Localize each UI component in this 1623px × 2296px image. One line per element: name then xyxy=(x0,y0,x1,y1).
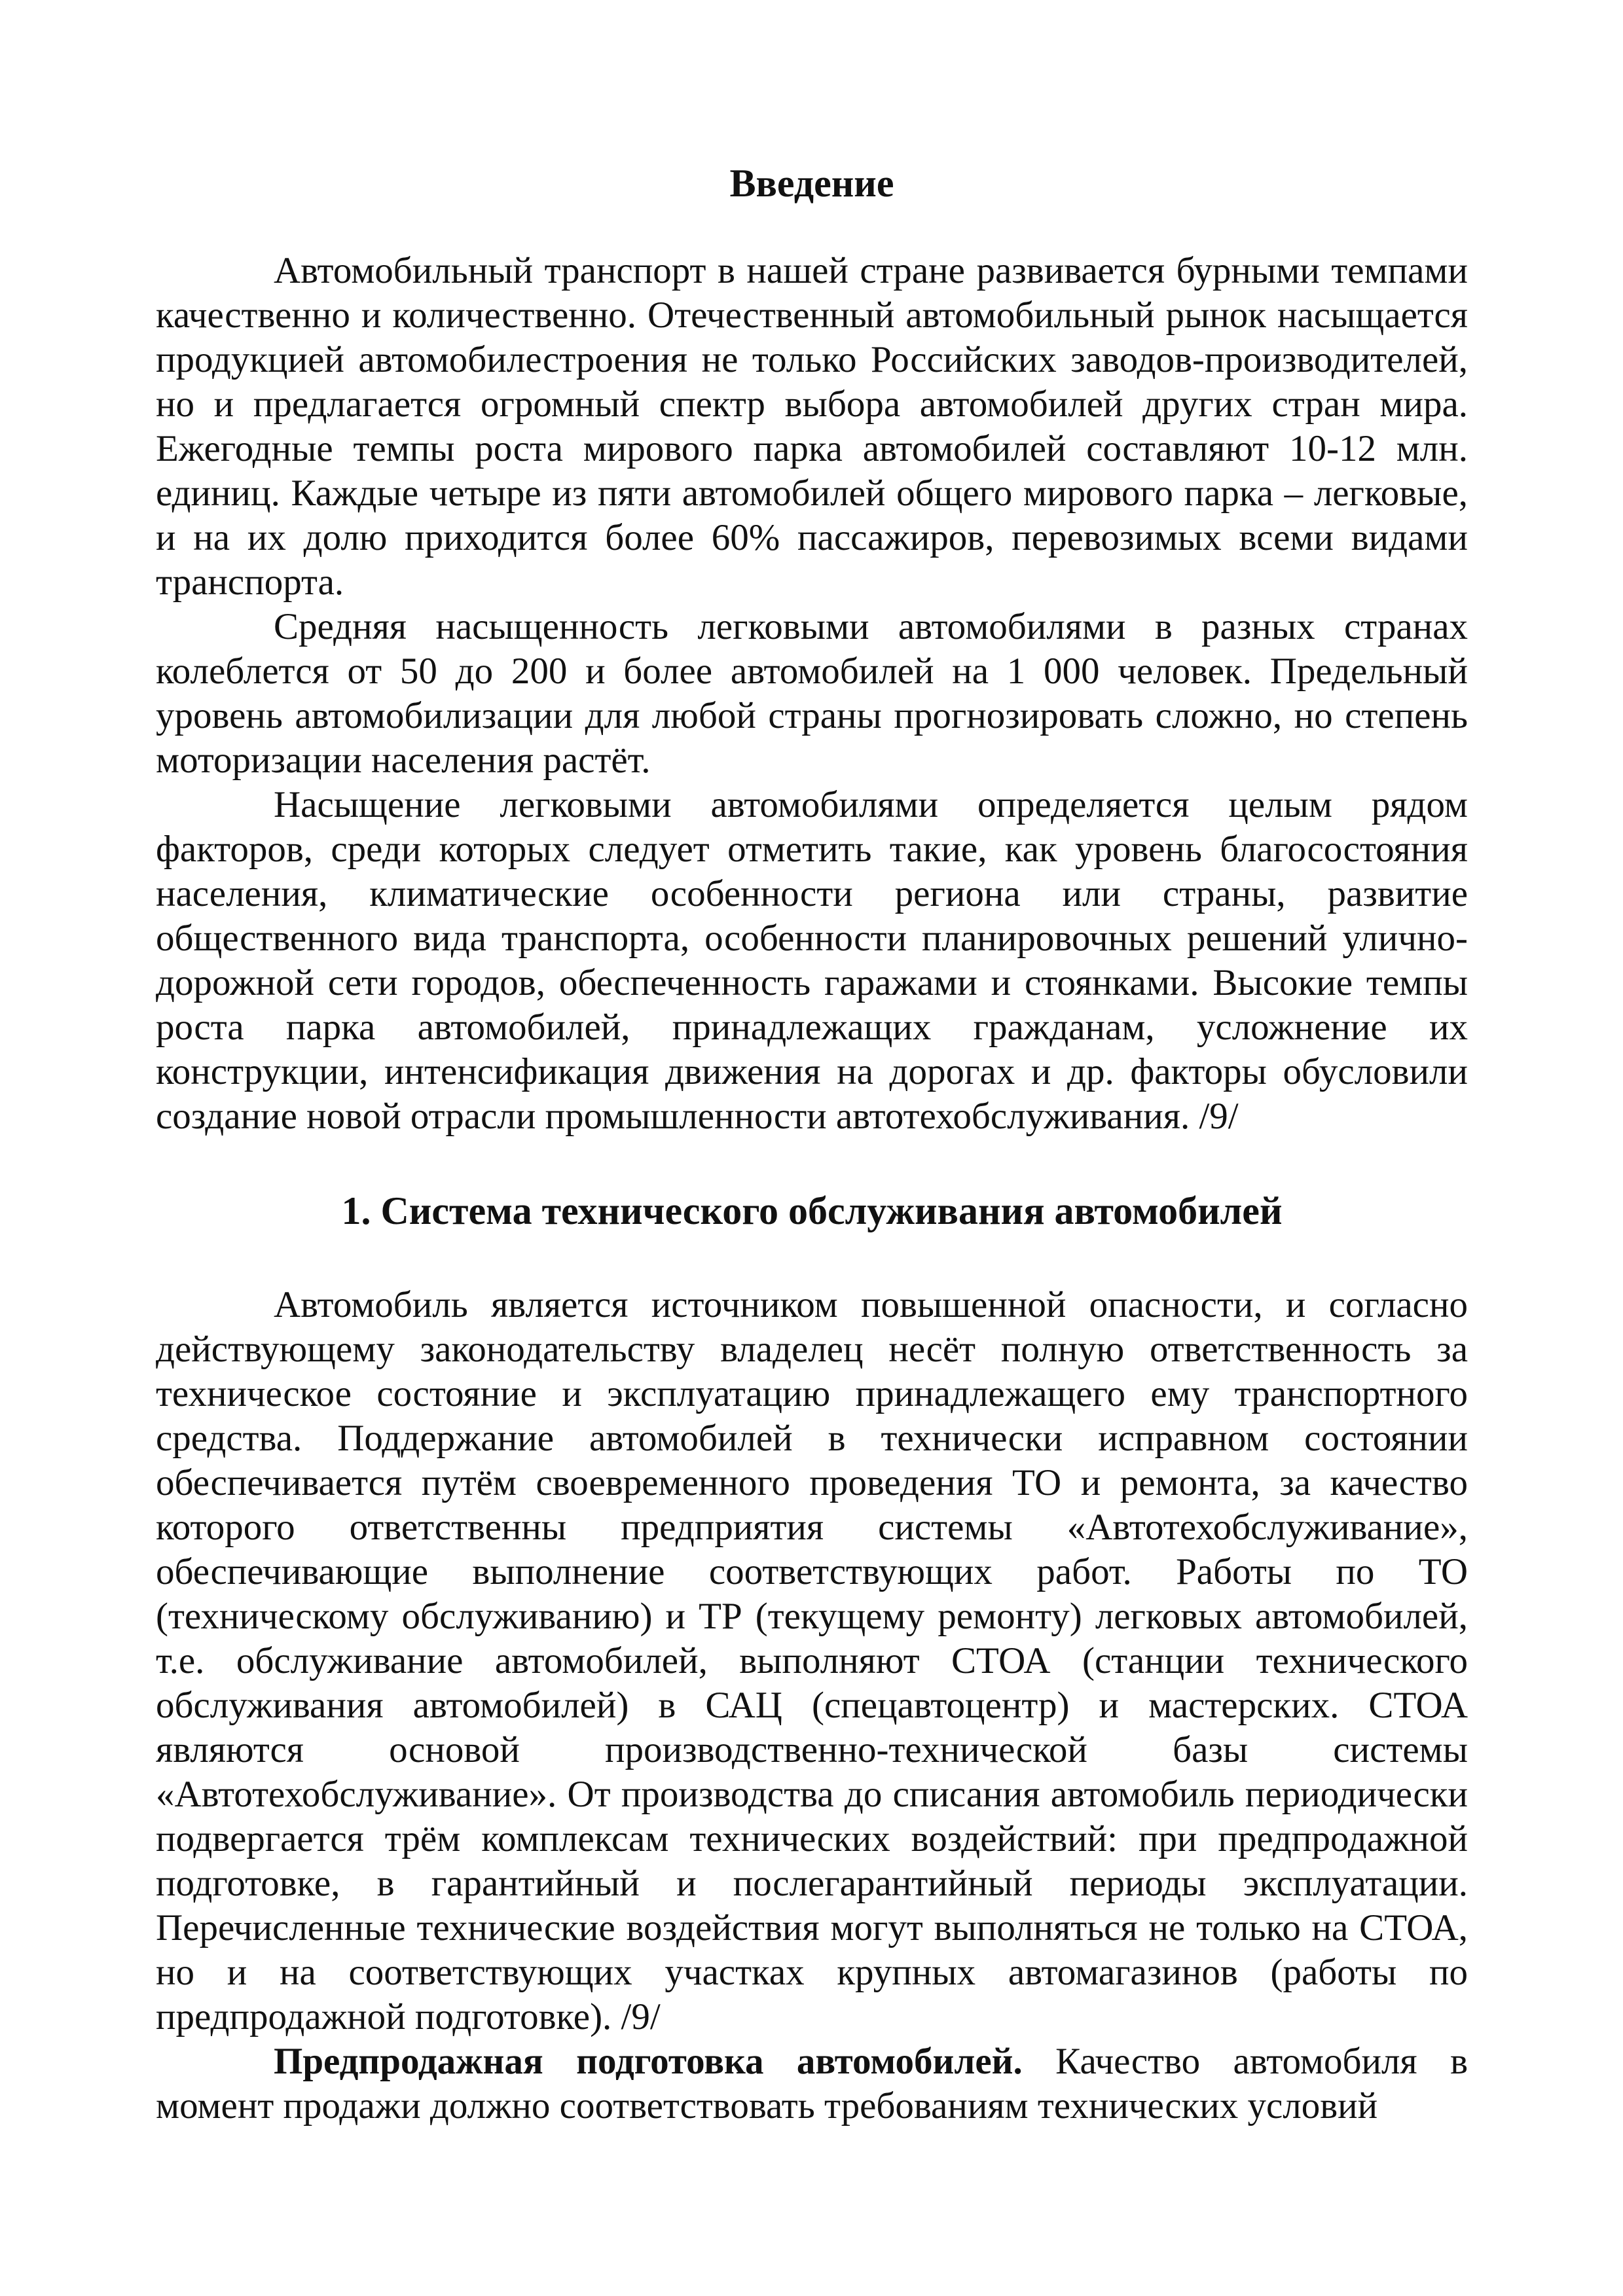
section-paragraph-1: Автомобиль является источником повышенной опасности, и согласно действующему законодательству владелец несёт полную ответственность за техническое состояние и эксплуатацию принадлежащего ему транспортного средства. Поддержание автомобилей в технически исправном состоянии обеспечивается путём своевременного проведения ТО и ремонта, за качество которого ответственны предприятия системы «Автотехобслуживание», обеспечивающие выполнение соответствующих работ. Работы по ТО (техническому обслуживанию) и ТР (текущему ремонту) легковых автомобилей, т.е. обслуживание автомобилей, выполняют СТОА (станции технического обслуживания автомобилей) в САЦ (спецавтоцентр) и мастерских. СТОА являются основой производственно-технической базы системы «Автотехобслуживание». От производства до списания автомобиль периодически подвергается трём комплексам технических воздействий: при предпродажной подготовке, в гарантийный и послегарантийный периоды эксплуатации. Перечисленные технические воздействия могут выполняться не только на СТОА, но и на соответствующих участках крупных автомагазинов (работы по предпродажной подготовке). /9/ xyxy=(156,1284,1468,2037)
intro-paragraph-2: Средняя насыщенность легковыми автомобилями в разных странах колеблется от 50 до 200 и более автомобилей на 1 000 человек. Предельный уровень автомобилизации для любой страны прогнозировать сложно, но степень моторизации населения растёт. xyxy=(156,606,1468,781)
intro-paragraph-1: Автомобильный транспорт в нашей стране развивается бурными темпами качественно и количественно. Отечественный автомобильный рынок насыщается продукцией автомобилестроения не только Российских заводов-производителей, но и предлагается огромный спектр выбора автомобилей других стран мира. Ежегодные темпы роста мирового парка автомобилей составляют 10-12 млн. единиц. Каждые четыре из пяти автомобилей общего мирового парка – легковые, и на их долю приходится более 60% пассажиров, перевозимых всеми видами транспорта. xyxy=(156,250,1468,603)
page-content xyxy=(156,151,1468,2128)
intro-paragraph-3: Насыщение легковыми автомобилями определяется целым рядом факторов, среди которых следует отметить такие, как уровень благосостояния населения, климатические особенности региона или страны, развитие общественного вида транспорта, особенности планировочных решений улично-дорожной сети городов, обеспеченность гаражами и стоянками. Высокие темпы роста парка автомобилей, принадлежащих гражданам, усложнение их конструкции, интенсификация движения на дорогах и др. факторы обусловили создание новой отрасли промышленности автотехобслуживания. /9/ xyxy=(156,784,1468,1137)
section-paragraph-2 xyxy=(156,2039,1468,2128)
section-heading: 1. Система технического обслуживания автомобилей xyxy=(341,1189,1283,1232)
paragraph-lead-term: Предпродажная подготовка автомобилей. xyxy=(274,2041,1023,2082)
page-title: Введение xyxy=(729,162,894,205)
paragraph-body-text: Качество автомобиля в момент продажи должно соответствовать требованиям технических условий xyxy=(156,2041,1468,2126)
